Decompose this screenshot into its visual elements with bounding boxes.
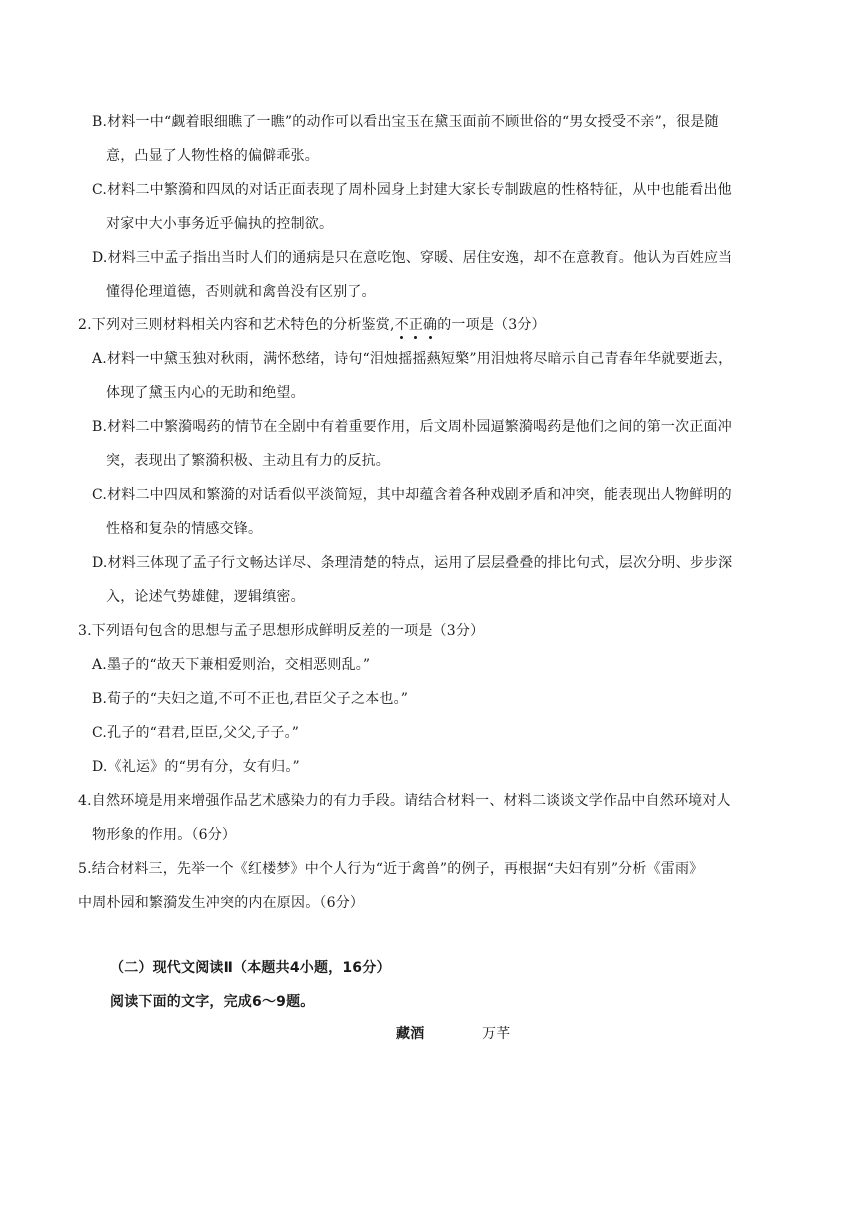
q1-option-c-line2: 对家中大小事务近乎偏执的控制欲。 [106, 216, 334, 232]
q5-line1: 5.结合材料三，先举一个《红楼梦》中个人行为“近于禽兽”的例子，再根据“夫妇有别”分析《雷雨》 [78, 861, 704, 877]
q2-stem-after: 的一项是（3分） [437, 317, 546, 333]
passage-author: 万芊 [482, 1026, 511, 1042]
section2-instruction: 阅读下面的文字，完成6～9题。 [110, 994, 315, 1010]
q2-option-a-line1: A.材料一中黛玉独对秋雨，满怀愁绪，诗句“泪烛摇摇爇短檠”用泪烛将尽暗示自己青春年华就要逝去， [92, 351, 733, 367]
q3-option-c: C.孔子的“君君,臣臣,父父,子子。” [92, 725, 300, 741]
q2-emph-char-3: 确 [423, 317, 438, 333]
q1-option-b-line1: B.材料一中“觑着眼细瞧了一瞧”的动作可以看出宝玉在黛玉面前不顾世俗的“男女授受不亲”，很是随 [92, 114, 719, 130]
passage-title: 藏酒 [396, 1026, 425, 1042]
q4-line2: 物形象的作用。（6分） [92, 827, 237, 843]
q1-option-d-line1: D.材料三中孟子指出当时人们的通病是只在意吃饱、穿暖、居住安逸，却不在意教育。他认为百姓应当 [92, 250, 733, 266]
q4-line1: 4.自然环境是用来增强作品艺术感染力的有力手段。请结合材料一、材料二谈谈文学作品中自然环境对人 [78, 793, 731, 809]
q2-option-d-line1: D.材料三体现了孟子行文畅达详尽、条理清楚的特点，运用了层层叠叠的排比句式，层次分明、步步深 [92, 555, 733, 571]
q1-option-c-line1: C.材料二中繁漪和四凤的对话正面表现了周朴园身上封建大家长专制跋扈的性格特征，从中也能看出他 [92, 182, 732, 198]
q3-option-d: D.《礼运》的“男有分，女有归。” [92, 759, 300, 775]
q3-option-a: A.墨子的“故天下兼相爱则治，交相恶则乱。” [92, 657, 371, 673]
q2-option-a-line2: 体现了黛玉内心的无助和绝望。 [106, 385, 305, 401]
q3-stem: 3.下列语句包含的思想与孟子思想形成鲜明反差的一项是（3分） [78, 623, 485, 639]
q1-option-d-line2: 懂得伦理道德，否则就和禽兽没有区别了。 [106, 284, 376, 300]
q2-option-b-line1: B.材料二中繁漪喝药的情节在全剧中有着重要作用，后文周朴园逼繁漪喝药是他们之间的第一次正面冲 [92, 419, 732, 435]
section2-heading: （二）现代文阅读Ⅱ（本题共4小题，16分） [110, 960, 391, 976]
q2-emph-char-1: 不 [394, 317, 409, 333]
q2-option-c-line2: 性格和复杂的情感交锋。 [106, 521, 263, 537]
q5-line2: 中周朴园和繁漪发生冲突的内在原因。（6分） [78, 895, 365, 911]
q2-option-d-line2: 入，论述气势雄健，逻辑缜密。 [106, 589, 305, 605]
q1-option-b-line2: 意，凸显了人物性格的偏僻乖张。 [106, 148, 319, 164]
q2-option-b-line2: 突，表现出了繁漪积极、主动且有力的反抗。 [106, 453, 390, 469]
q2-option-c-line1: C.材料二中四凤和繁漪的对话看似平淡简短，其中却蕴含着各种戏剧矛盾和冲突，能表现出人物鲜明的 [92, 487, 732, 503]
q3-option-b: B.荀子的“夫妇之道,不可不正也,君臣父子之本也。” [92, 691, 409, 707]
q2-stem-before: 2.下列对三则材料相关内容和艺术特色的分析鉴赏, [78, 317, 395, 333]
q2-emph-char-2: 正 [408, 317, 424, 333]
q2-stem [78, 315, 546, 335]
